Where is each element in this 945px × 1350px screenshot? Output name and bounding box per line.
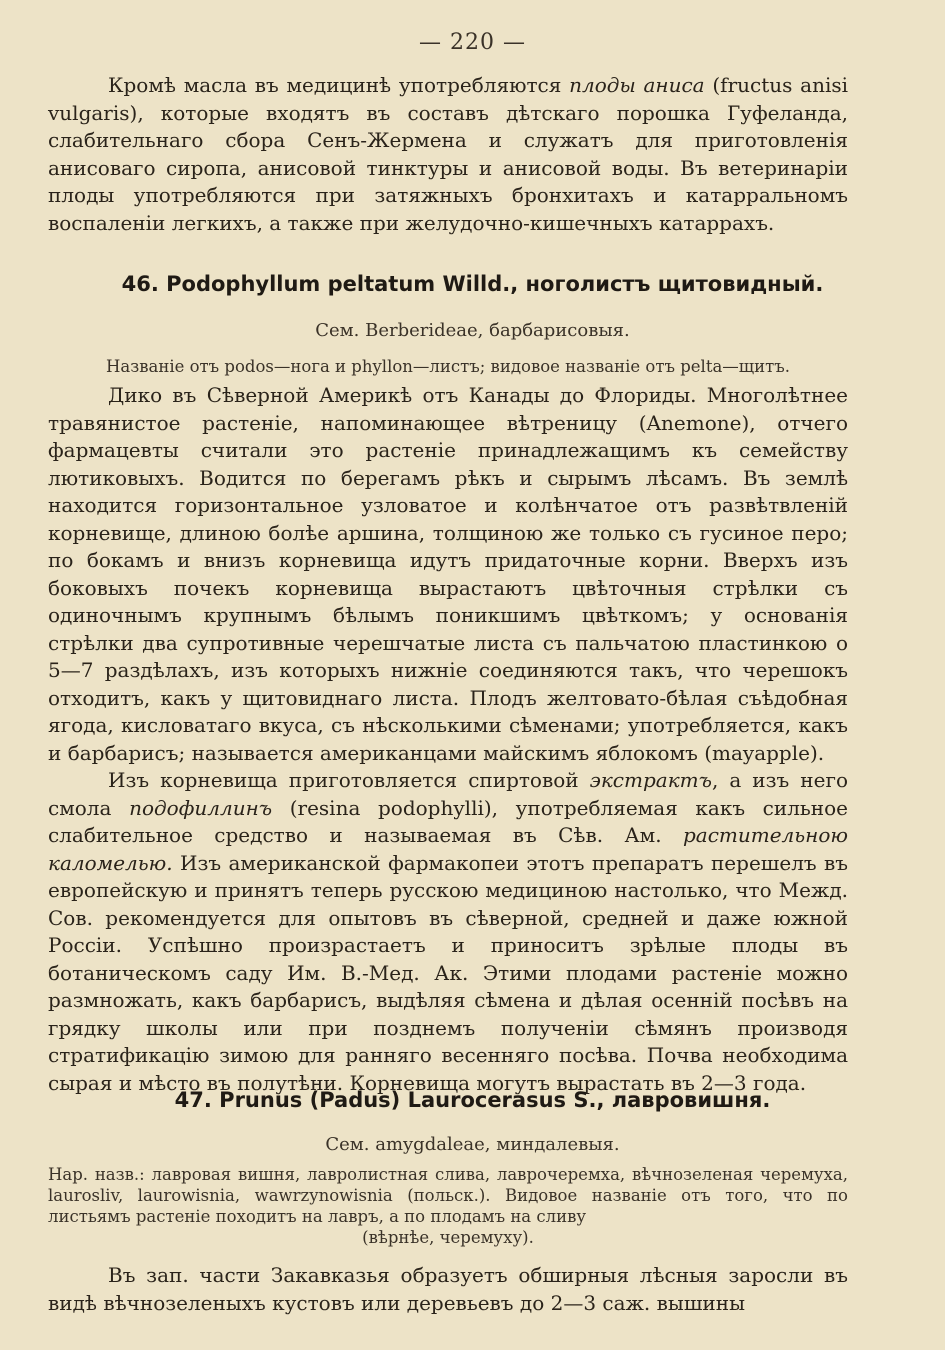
- section-46-paragraph-2: Изъ корневища приготовляется спиртовой экстрактъ, а изъ него смола подофиллинъ (resina podophylli), употребляемая какъ сильное слабительное средство и называемая въ Сѣв. Ам. растительною каломелью. Изъ американской фармакопеи этотъ препаратъ перешелъ въ европейскую и принятъ теперь русскою медициною настолько, что Межд. Сов. рекомендуется для опытовъ въ сѣверной, средней и даже южной Россіи. Успѣшно произрастаетъ и приноситъ зрѣлые плоды въ ботаническомъ саду Им. В.-Мед. Ак. Этими плодами растеніе можно размножать, какъ барбарисъ, выдѣляя сѣмена и дѣлая осенній посѣвъ на грядку школы или при позднемъ полученіи сѣмянъ производя стратификацію зимою для ранняго весенняго посѣва. Почва необходима сырая и мѣсто въ полутѣни. Корневища могутъ вырастать въ 2—3 года.: [48, 768, 848, 1095]
- section-46-family: Сем. Berberideae, барбарисовыя.: [315, 320, 630, 341]
- section-47-name-note: Нар. назв.: лавровая вишня, лавролистная слива, лаврочеремха, вѣчнозеленая черемуха, laurosliv, laurowisnia, wawrzynowisnia (польск.). Видовое названіе отъ того, что по листьямъ растеніе походитъ на лавръ, а по плодамъ на сливу (вѣрнѣе, черемуху).: [48, 1165, 848, 1247]
- section-47-heading: 47. Prunus (Padus) Laurocerasus S., лавровишня.: [174, 1088, 771, 1112]
- section-46-paragraph-1: Дико въ Сѣверной Америкѣ отъ Канады до Флориды. Многолѣтнее травянистое растеніе, напоминающее вѣтреницу (Anemone), отчего фармацевты считали это растеніе принадлежащимъ къ семейству лютиковыхъ. Водится по берегамъ рѣкъ и сырымъ лѣсамъ. Въ землѣ находится горизонтальное узловатое и колѣнчатое отъ развѣтвленій корневище, длиною болѣе аршина, толщиною же только съ гусиное перо; по бокамъ и внизъ корневища идутъ придаточные корни. Вверхъ изъ боковыхъ почекъ корневища вырастаютъ цвѣточныя стрѣлки съ одиночнымъ крупнымъ бѣлымъ поникшимъ цвѣткомъ; у основанія стрѣлки два супротивные черешчатые листа съ пальчатою пластинкою о 5—7 раздѣлахъ, изъ которыхъ нижніе соединяются такъ, что черешокъ отходитъ, какъ у щитовиднаго листа. Плодъ желтовато-бѣлая съѣдобная ягода, кисловатаго вкуса, съ нѣсколькими сѣменами; употребляется, какъ и барбарисъ; называется американцами майскимъ яблокомъ (mayapple).: [48, 383, 848, 765]
- section-46-heading: 46. Podophyllum peltatum Willd., ноголистъ щитовидный.: [121, 272, 824, 296]
- section-46-name-note: Названіе отъ podos—нога и phyllon—листъ; видовое названіе отъ pelta—щитъ.: [105, 357, 791, 376]
- section-46-text: [48, 382, 848, 1097]
- section-47-paragraph-1: Въ зап. части Закавказья образуетъ обширныя лѣсныя заросли въ видѣ вѣчнозеленыхъ кустовъ или деревьевъ до 2—3 саж. вышины: [48, 1263, 848, 1315]
- intro-paragraph: Кромѣ масла въ медицинѣ употребляются плоды аниса (fructus anisi vulgaris), которые входятъ въ составъ дѣтскаго порошка Гуфеланда, слабительнаго сбора Сенъ-Жермена и служатъ для приготовленія анисоваго сиропа, анисовой тинктуры и анисовой воды. Въ ветеринаріи плоды употребляются при затяжныхъ бронхитахъ и катарральномъ воспаленіи легкихъ, а также при желудочно-кишечныхъ катаррахъ.: [48, 73, 849, 235]
- section-47-family: Сем. amygdaleae, миндалевыя.: [325, 1134, 620, 1155]
- page-number: — 220 —: [419, 30, 526, 55]
- section-47-text: [48, 1262, 848, 1317]
